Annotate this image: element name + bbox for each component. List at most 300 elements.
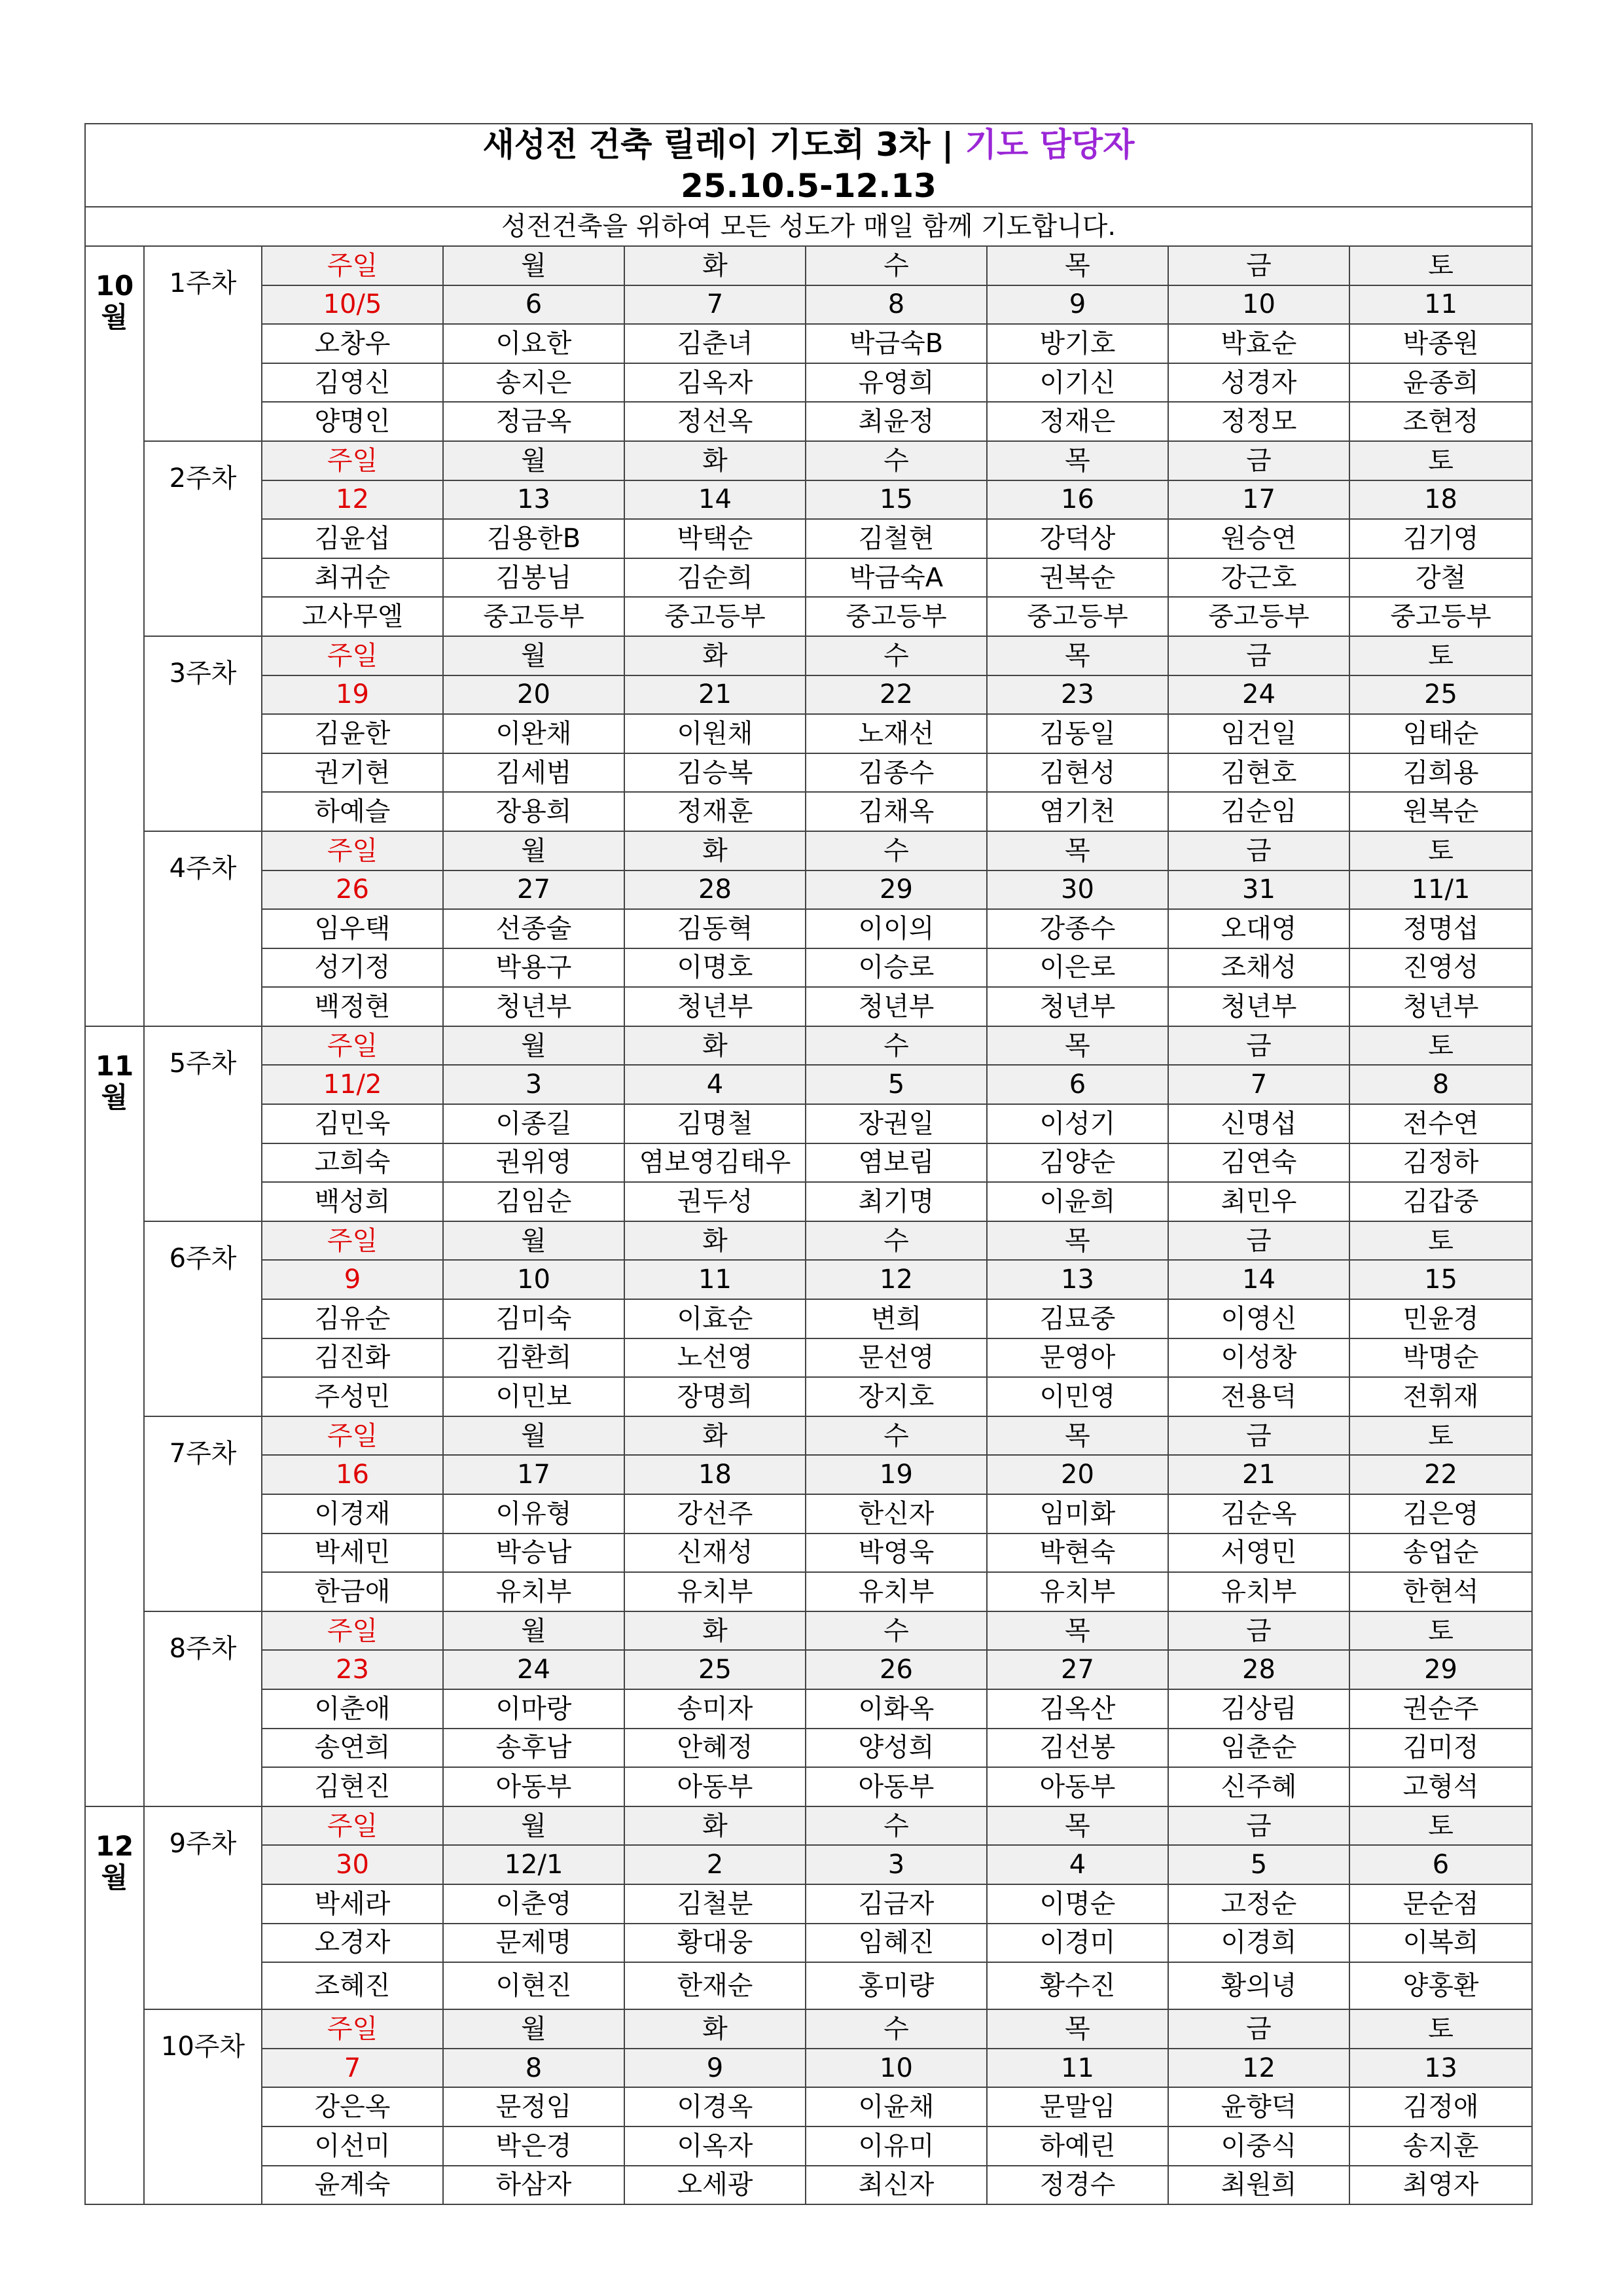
day-header: 금 [1168,246,1349,285]
week-label: 10주차 [144,2009,262,2204]
name-cell: 강덕상 [987,519,1168,558]
name-cell: 강종수 [987,909,1168,948]
date-cell: 8 [1349,1065,1532,1104]
day-header-row [85,2009,1532,2049]
name-cell: 권두성 [624,1182,806,1221]
date-cell: 30 [987,870,1168,910]
name-cell: 신주혜 [1168,1767,1349,1806]
name-row [85,2166,1532,2205]
date-cell: 12/1 [443,1845,624,1884]
name-cell: 전수연 [1349,1104,1532,1143]
name-cell: 김철현 [806,519,987,558]
month-label [85,246,144,1026]
name-cell: 최윤정 [806,402,987,441]
name-cell: 문순점 [1349,1884,1532,1924]
name-cell: 전휘재 [1349,1377,1532,1416]
name-cell: 이영신 [1168,1299,1349,1338]
name-cell: 김현진 [262,1767,443,1806]
date-cell: 19 [806,1455,987,1494]
name-cell: 문영아 [987,1338,1168,1378]
name-cell: 중고등부 [987,597,1168,636]
name-cell: 문말임 [987,2087,1168,2126]
day-header: 화 [624,1611,806,1651]
date-cell-sunday: 26 [262,870,443,910]
name-cell: 강선주 [624,1494,806,1534]
name-cell: 유치부 [624,1572,806,1611]
name-cell: 김순옥 [1168,1494,1349,1534]
name-row [85,402,1532,441]
name-cell: 정재은 [987,402,1168,441]
week-label: 4주차 [144,831,262,1026]
name-cell: 윤종희 [1349,363,1532,403]
date-cell: 11/1 [1349,870,1532,910]
name-cell: 청년부 [987,987,1168,1026]
date-cell: 7 [624,285,806,325]
name-row [85,1534,1532,1573]
name-row [85,909,1532,948]
day-header: 월 [443,2009,624,2049]
day-header: 토 [1349,1221,1532,1261]
date-cell: 5 [806,1065,987,1104]
date-cell: 4 [987,1845,1168,1884]
date-cell: 29 [1349,1650,1532,1689]
name-cell: 노재선 [806,714,987,753]
name-cell: 황수진 [987,1962,1168,2009]
name-cell: 김윤섭 [262,519,443,558]
name-cell: 이종길 [443,1104,624,1143]
date-cell: 22 [1349,1455,1532,1494]
name-cell: 김양순 [987,1143,1168,1183]
date-cell: 12 [1168,2049,1349,2088]
name-row [85,324,1532,363]
name-cell: 이춘영 [443,1884,624,1924]
prayer-schedule-table [84,123,1533,2205]
month-label-part: 11 [95,1049,134,1082]
name-cell: 아동부 [624,1767,806,1806]
date-row [85,285,1532,325]
date-cell: 29 [806,870,987,910]
name-cell: 유치부 [806,1572,987,1611]
name-cell: 이성기 [987,1104,1168,1143]
name-cell: 성경자 [1168,363,1349,403]
day-header: 화 [624,1026,806,1066]
name-cell: 김임순 [443,1182,624,1221]
name-cell: 박현숙 [987,1534,1168,1573]
name-cell: 박명순 [1349,1338,1532,1378]
date-cell: 17 [1168,480,1349,520]
name-cell: 장지호 [806,1377,987,1416]
name-row [85,1767,1532,1806]
day-header: 금 [1168,2009,1349,2049]
name-cell: 김옥산 [987,1689,1168,1729]
name-cell: 중고등부 [624,597,806,636]
name-cell: 정재훈 [624,792,806,831]
name-cell: 박택순 [624,519,806,558]
name-row [85,519,1532,558]
name-cell: 송후남 [443,1729,624,1768]
name-cell: 백성희 [262,1182,443,1221]
day-header: 금 [1168,441,1349,480]
date-cell-sunday: 30 [262,1845,443,1884]
date-cell: 15 [806,480,987,520]
week-label: 9주차 [144,1806,262,2009]
day-header-row [85,1611,1532,1651]
day-header: 화 [624,1416,806,1456]
name-cell: 김동일 [987,714,1168,753]
name-cell: 염보림 [806,1143,987,1183]
date-cell-sunday: 9 [262,1260,443,1299]
date-cell: 8 [806,285,987,325]
name-cell: 강철 [1349,558,1532,598]
date-cell: 18 [624,1455,806,1494]
name-row [85,1572,1532,1611]
month-label-part: 월 [101,1861,128,1894]
name-cell: 하예슬 [262,792,443,831]
table-body [85,124,1532,2204]
name-cell: 이유형 [443,1494,624,1534]
name-cell: 이선미 [262,2126,443,2166]
date-cell: 21 [624,675,806,715]
name-cell: 아동부 [987,1767,1168,1806]
name-cell: 이요한 [443,324,624,363]
name-cell: 김영신 [262,363,443,403]
name-cell: 김은영 [1349,1494,1532,1534]
name-cell: 김미정 [1349,1729,1532,1768]
day-header-sunday: 주일 [262,1416,443,1456]
name-cell: 안혜정 [624,1729,806,1768]
day-header: 목 [987,636,1168,675]
name-cell: 송지은 [443,363,624,403]
name-cell: 최기명 [806,1182,987,1221]
name-cell: 김갑중 [1349,1182,1532,1221]
day-header: 화 [624,1221,806,1261]
name-row [85,1729,1532,1768]
name-cell: 노선영 [624,1338,806,1378]
month-label-part: 월 [101,1081,128,1114]
name-cell: 주성민 [262,1377,443,1416]
name-cell: 권기현 [262,753,443,793]
name-row [85,1143,1532,1183]
name-cell: 한현석 [1349,1572,1532,1611]
name-cell: 이효순 [624,1299,806,1338]
date-row [85,675,1532,715]
name-cell: 한재순 [624,1962,806,2009]
name-cell: 임우택 [262,909,443,948]
date-cell: 15 [1349,1260,1532,1299]
name-cell: 송미자 [624,1689,806,1729]
date-cell: 24 [1168,675,1349,715]
name-cell: 박은경 [443,2126,624,2166]
week-label: 7주차 [144,1416,262,1611]
date-cell-sunday: 23 [262,1650,443,1689]
name-cell: 김선봉 [987,1729,1168,1768]
title-highlight: 기도 담당자 [965,126,1135,164]
week-label: 5주차 [144,1026,262,1221]
name-cell: 민윤경 [1349,1299,1532,1338]
name-cell: 홍미량 [806,1962,987,2009]
day-header: 목 [987,1221,1168,1261]
name-cell: 김윤한 [262,714,443,753]
name-cell: 중고등부 [1168,597,1349,636]
week-label: 6주차 [144,1221,262,1416]
day-header-sunday: 주일 [262,1806,443,1846]
name-cell: 문선영 [806,1338,987,1378]
name-cell: 박승남 [443,1534,624,1573]
name-cell: 이명호 [624,948,806,988]
name-cell: 권순주 [1349,1689,1532,1729]
name-cell: 정명섭 [1349,909,1532,948]
date-cell: 8 [443,2049,624,2088]
name-cell: 임춘순 [1168,1729,1349,1768]
name-cell: 이성창 [1168,1338,1349,1378]
day-header-sunday: 주일 [262,831,443,870]
day-header-row [85,636,1532,675]
name-cell: 중고등부 [443,597,624,636]
name-cell: 이기신 [987,363,1168,403]
day-header-sunday: 주일 [262,1221,443,1261]
name-cell: 김희용 [1349,753,1532,793]
name-cell: 김철분 [624,1884,806,1924]
name-cell: 고희숙 [262,1143,443,1183]
date-cell: 9 [987,285,1168,325]
name-cell: 김정하 [1349,1143,1532,1183]
date-cell: 11 [1349,285,1532,325]
name-cell: 장용희 [443,792,624,831]
month-label-part: 월 [101,301,128,334]
name-cell: 진영성 [1349,948,1532,988]
name-cell: 김현호 [1168,753,1349,793]
date-cell: 5 [1168,1845,1349,1884]
date-cell: 11 [624,1260,806,1299]
date-cell: 18 [1349,480,1532,520]
name-cell: 청년부 [806,987,987,1026]
day-header: 목 [987,1416,1168,1456]
name-cell: 하삼자 [443,2166,624,2205]
day-header: 금 [1168,1221,1349,1261]
name-cell: 정금옥 [443,402,624,441]
name-cell: 장권일 [806,1104,987,1143]
name-cell: 황의녕 [1168,1962,1349,2009]
day-header: 화 [624,636,806,675]
name-cell: 최민우 [1168,1182,1349,1221]
name-cell: 강근호 [1168,558,1349,598]
day-header: 화 [624,2009,806,2049]
day-header: 수 [806,246,987,285]
name-row [85,1924,1532,1963]
name-cell: 박용구 [443,948,624,988]
name-cell: 김세범 [443,753,624,793]
date-cell: 26 [806,1650,987,1689]
name-row [85,714,1532,753]
date-row [85,1650,1532,1689]
name-cell: 청년부 [624,987,806,1026]
name-cell: 김승복 [624,753,806,793]
date-cell: 24 [443,1650,624,1689]
date-cell: 16 [987,480,1168,520]
name-cell: 김연숙 [1168,1143,1349,1183]
week-label: 3주차 [144,636,262,831]
name-cell: 이경재 [262,1494,443,1534]
day-header: 화 [624,441,806,480]
date-cell-sunday: 10/5 [262,285,443,325]
name-cell: 이민영 [987,1377,1168,1416]
name-cell: 이민보 [443,1377,624,1416]
name-cell: 이명순 [987,1884,1168,1924]
date-cell: 13 [987,1260,1168,1299]
name-cell: 김현성 [987,753,1168,793]
name-cell: 강은옥 [262,2087,443,2126]
day-header-sunday: 주일 [262,636,443,675]
name-cell: 임건일 [1168,714,1349,753]
name-cell: 이경옥 [624,2087,806,2126]
month-label [85,1026,144,1806]
name-cell: 박세민 [262,1534,443,1573]
name-cell: 장명희 [624,1377,806,1416]
day-header: 월 [443,636,624,675]
date-cell: 27 [443,870,624,910]
date-cell-sunday: 19 [262,675,443,715]
name-cell: 원승연 [1168,519,1349,558]
day-header: 화 [624,1806,806,1846]
day-header-sunday: 주일 [262,1611,443,1651]
day-header: 금 [1168,831,1349,870]
name-cell: 신명섭 [1168,1104,1349,1143]
name-cell: 청년부 [1349,987,1532,1026]
name-cell: 양성희 [806,1729,987,1768]
name-cell: 청년부 [443,987,624,1026]
name-cell: 최신자 [806,2166,987,2205]
name-cell: 고형석 [1349,1767,1532,1806]
name-cell: 최귀순 [262,558,443,598]
day-header-row [85,441,1532,480]
day-header: 수 [806,831,987,870]
date-cell-sunday: 12 [262,480,443,520]
date-cell-sunday: 16 [262,1455,443,1494]
date-cell: 2 [624,1845,806,1884]
date-cell: 7 [1168,1065,1349,1104]
name-row [85,987,1532,1026]
date-cell: 3 [806,1845,987,1884]
day-header: 목 [987,441,1168,480]
title-dates: 25.10.5-12.13 [681,166,936,205]
month-label-part: 12 [95,1829,134,1862]
day-header-row [85,1806,1532,1846]
day-header: 금 [1168,1611,1349,1651]
name-cell: 이경미 [987,1924,1168,1963]
day-header: 월 [443,831,624,870]
day-header: 토 [1349,1026,1532,1066]
name-cell: 이옥자 [624,2126,806,2166]
name-cell: 김금자 [806,1884,987,1924]
name-row [85,1338,1532,1378]
name-cell: 박세라 [262,1884,443,1924]
date-cell: 14 [624,480,806,520]
day-header: 수 [806,1026,987,1066]
date-row [85,480,1532,520]
name-cell: 서영민 [1168,1534,1349,1573]
name-row [85,1494,1532,1534]
name-cell: 변희 [806,1299,987,1338]
name-cell: 정정모 [1168,402,1349,441]
name-cell: 성기정 [262,948,443,988]
name-cell: 박금숙B [806,324,987,363]
name-cell: 유영희 [806,363,987,403]
day-header: 월 [443,1806,624,1846]
day-header: 토 [1349,1611,1532,1651]
name-cell: 고사무엘 [262,597,443,636]
name-cell: 김순임 [1168,792,1349,831]
name-cell: 전용덕 [1168,1377,1349,1416]
name-cell: 김유순 [262,1299,443,1338]
date-cell: 3 [443,1065,624,1104]
day-header: 목 [987,2009,1168,2049]
day-header: 토 [1349,831,1532,870]
name-row [85,1104,1532,1143]
name-cell: 윤계숙 [262,2166,443,2205]
name-cell: 이윤희 [987,1182,1168,1221]
name-cell: 유치부 [987,1572,1168,1611]
name-cell: 정선옥 [624,402,806,441]
day-header: 토 [1349,441,1532,480]
name-cell: 고정순 [1168,1884,1349,1924]
name-cell: 이은로 [987,948,1168,988]
date-cell: 6 [1349,1845,1532,1884]
date-row [85,2049,1532,2088]
name-cell: 오경자 [262,1924,443,1963]
week-label: 2주차 [144,441,262,636]
day-header: 목 [987,246,1168,285]
week-label: 1주차 [144,246,262,441]
name-cell: 이현진 [443,1962,624,2009]
day-header-row [85,1221,1532,1261]
title-separator: | [941,126,954,164]
name-cell: 중고등부 [806,597,987,636]
title-cell [85,124,1532,207]
name-cell: 김용한B [443,519,624,558]
name-row [85,948,1532,988]
name-cell: 신재성 [624,1534,806,1573]
name-cell: 김환희 [443,1338,624,1378]
name-cell: 이이의 [806,909,987,948]
date-cell: 23 [987,675,1168,715]
day-header: 수 [806,2009,987,2049]
date-cell: 28 [624,870,806,910]
name-cell: 윤향덕 [1168,2087,1349,2126]
name-cell: 김민욱 [262,1104,443,1143]
day-header: 토 [1349,636,1532,675]
date-cell: 17 [443,1455,624,1494]
name-cell: 김정애 [1349,2087,1532,2126]
name-cell: 김춘녀 [624,324,806,363]
name-cell: 오대영 [1168,909,1349,948]
title-row [85,124,1532,207]
name-cell: 하예린 [987,2126,1168,2166]
name-cell: 이중식 [1168,2126,1349,2166]
date-row [85,1065,1532,1104]
day-header: 토 [1349,246,1532,285]
name-cell: 이승로 [806,948,987,988]
day-header: 월 [443,246,624,285]
name-cell: 박효순 [1168,324,1349,363]
title-main: 새성전 건축 릴레이 기도회 3차 [482,126,931,164]
name-cell: 아동부 [443,1767,624,1806]
name-cell: 유치부 [1168,1572,1349,1611]
day-header: 금 [1168,1416,1349,1456]
day-header: 월 [443,1416,624,1456]
name-cell: 이경희 [1168,1924,1349,1963]
name-cell: 이완채 [443,714,624,753]
day-header: 화 [624,831,806,870]
